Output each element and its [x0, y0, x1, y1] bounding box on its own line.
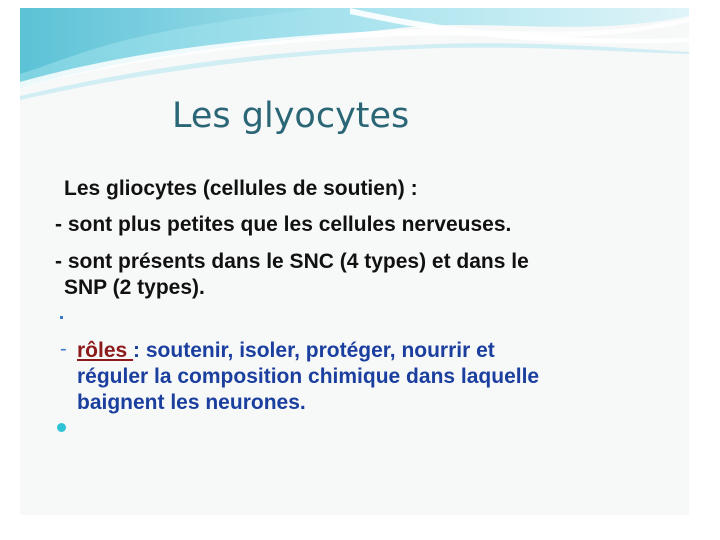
roles-line2: réguler la composition chimique dans laquelle [77, 365, 540, 388]
point-snc-snp-line2: SNP (2 types). [64, 276, 205, 299]
empty-bullet-icon [57, 423, 66, 432]
roles-paragraph [77, 338, 539, 416]
roles-line1 [77, 338, 539, 364]
roles-colon: : [133, 339, 141, 362]
roles-dash: - [60, 338, 67, 360]
slide [20, 8, 689, 515]
intro-line: Les gliocytes (cellules de soutien) : [64, 177, 418, 200]
small-dot-bullet [60, 316, 63, 319]
roles-text-1: soutenir, isoler, protéger, nourrir et [140, 339, 495, 362]
point-smaller-cells: - sont plus petites que les cellules nerveuses. [55, 213, 512, 236]
point-snc-snp-line1: - sont présents dans le SNC (4 types) et dans le [55, 250, 529, 273]
slide-title: Les glyocytes [172, 96, 410, 136]
header-wave-decoration [20, 8, 689, 100]
roles-line3: baignent les neurones. [77, 391, 306, 414]
roles-label: rôles [77, 339, 134, 362]
